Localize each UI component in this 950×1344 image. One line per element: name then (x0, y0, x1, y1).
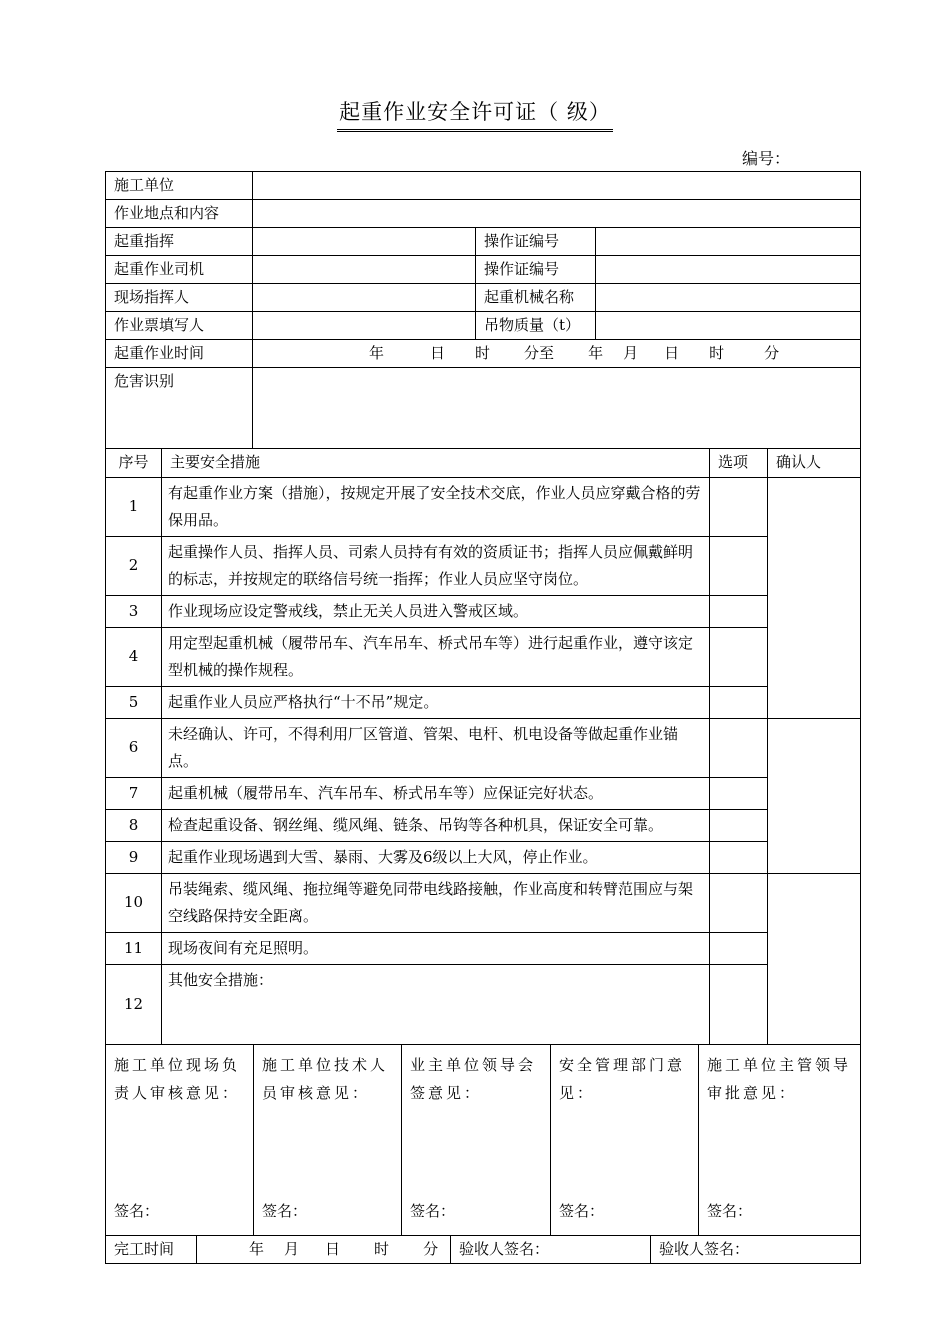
measure-text: 起重作业人员应严格执行“十不吊”规定。 (162, 686, 710, 718)
measure-option-cell[interactable] (710, 477, 768, 536)
measure-no: 6 (106, 718, 162, 777)
field-machine-name[interactable] (596, 284, 861, 312)
measure-option-cell[interactable] (710, 964, 768, 1044)
time-unit: 时 (709, 344, 725, 362)
measure-text: 起重作业现场遇到大雪、暴雨、大雾及6级以上大风，停止作业。 (162, 841, 710, 873)
field-cert-no-1[interactable] (596, 228, 861, 256)
field-load-mass[interactable] (596, 312, 861, 340)
label-cert-no-2: 操作证编号 (476, 256, 596, 284)
measure-option-cell[interactable] (710, 841, 768, 873)
time-unit: 年 (588, 344, 604, 362)
field-ticket-writer[interactable] (253, 312, 476, 340)
confirmer-cell-1[interactable] (768, 477, 861, 718)
label-location-content: 作业地点和内容 (106, 200, 253, 228)
measure-no: 11 (106, 932, 162, 964)
measure-no: 4 (106, 627, 162, 686)
measure-text: 有起重作业方案（措施），按规定开展了安全技术交底，作业人员应穿戴合格的劳保用品。 (162, 477, 710, 536)
measure-option-cell[interactable] (710, 809, 768, 841)
measure-no: 5 (106, 686, 162, 718)
completion-unit: 时 (374, 1239, 390, 1258)
header-option: 选项 (710, 449, 768, 477)
measure-text: 作业现场应设定警戒线，禁止无关人员进入警戒区域。 (162, 595, 710, 627)
approval-opinion: 业主单位领导会签意见： (410, 1055, 537, 1102)
label-machine-name: 起重机械名称 (476, 284, 596, 312)
measure-text: 其他安全措施： (162, 964, 710, 1044)
measure-no: 3 (106, 595, 162, 627)
label-ticket-writer: 作业票填写人 (106, 312, 253, 340)
document-title: 起重作业安全许可证（ 级） (337, 96, 613, 132)
time-unit: 月 (623, 344, 639, 362)
header-measure: 主要安全措施 (162, 449, 710, 477)
measure-no: 7 (106, 777, 162, 809)
label-work-time: 起重作业时间 (106, 340, 253, 368)
label-site-commander: 现场指挥人 (106, 284, 253, 312)
header-no: 序号 (106, 449, 162, 477)
field-cert-no-2[interactable] (596, 256, 861, 284)
completion-label: 完工时间 (106, 1236, 197, 1264)
acceptor-signature-1[interactable]: 验收人签名： (451, 1236, 651, 1264)
field-site-commander[interactable] (253, 284, 476, 312)
header-confirmer: 确认人 (768, 449, 861, 477)
completion-unit: 年 (249, 1239, 265, 1258)
label-commander: 起重指挥 (106, 228, 253, 256)
measure-no: 8 (106, 809, 162, 841)
measure-no: 1 (106, 477, 162, 536)
measure-option-cell[interactable] (710, 686, 768, 718)
approvals-table (105, 1045, 861, 1236)
completion-unit: 日 (325, 1239, 341, 1258)
measure-text: 检查起重设备、钢丝绳、缆风绳、链条、吊钩等各种机具，保证安全可靠。 (162, 809, 710, 841)
measure-option-cell[interactable] (710, 627, 768, 686)
approval-opinion: 施工单位主管领导审批意见： (707, 1055, 852, 1102)
completion-unit: 月 (284, 1239, 300, 1258)
measure-option-cell[interactable] (710, 595, 768, 627)
measures-table (105, 449, 861, 1045)
measure-text: 起重机械（履带吊车、汽车吊车、桥式吊车等）应保证完好状态。 (162, 777, 710, 809)
doc-number-label: 编号： (742, 149, 791, 168)
time-unit: 日 (430, 344, 446, 362)
measure-no: 10 (106, 873, 162, 932)
measure-option-cell[interactable] (710, 932, 768, 964)
measure-text: 起重操作人员、指挥人员、司索人员持有有效的资质证书；指挥人员应佩戴鲜明的标志，并按规定的联络信号统一指挥；作业人员应坚守岗位。 (162, 536, 710, 595)
completion-unit: 分 (423, 1239, 439, 1258)
acceptor-signature-2[interactable]: 验收人签名： (651, 1236, 861, 1264)
field-location-content[interactable] (253, 200, 861, 228)
document-title-wrap (0, 96, 950, 132)
measure-option-cell[interactable] (710, 536, 768, 595)
completion-table (105, 1236, 861, 1265)
approval-opinion: 施工单位技术人员审核意见： (262, 1055, 389, 1102)
approval-cell[interactable] (699, 1045, 861, 1236)
approval-sign: 签名： (114, 1201, 160, 1220)
approval-sign: 签名： (262, 1201, 308, 1220)
field-commander[interactable] (253, 228, 476, 256)
approval-cell[interactable] (402, 1045, 551, 1236)
measure-no: 12 (106, 964, 162, 1044)
approval-cell[interactable] (106, 1045, 254, 1236)
label-driver: 起重作业司机 (106, 256, 253, 284)
measure-option-cell[interactable] (710, 718, 768, 777)
approval-opinion: 施工单位现场负责人审核意见： (114, 1055, 241, 1102)
measure-no: 9 (106, 841, 162, 873)
permit-form (105, 171, 860, 1264)
completion-time-field[interactable] (197, 1236, 451, 1264)
time-unit: 时 (475, 344, 491, 362)
approval-cell[interactable] (254, 1045, 402, 1236)
label-cert-no-1: 操作证编号 (476, 228, 596, 256)
field-hazard-id[interactable] (253, 368, 861, 449)
confirmer-cell-2[interactable] (768, 718, 861, 873)
time-unit: 年 (369, 344, 385, 362)
field-driver[interactable] (253, 256, 476, 284)
time-unit: 分 (764, 344, 780, 362)
measure-option-cell[interactable] (710, 873, 768, 932)
label-construction-unit: 施工单位 (106, 172, 253, 200)
confirmer-cell-3[interactable] (768, 873, 861, 1044)
approval-opinion: 安全管理部门意见： (559, 1055, 686, 1102)
field-work-time[interactable] (253, 340, 861, 368)
info-table (105, 171, 861, 449)
label-hazard-id: 危害识别 (106, 368, 253, 449)
measure-option-cell[interactable] (710, 777, 768, 809)
field-construction-unit[interactable] (253, 172, 861, 200)
label-load-mass: 吊物质量（t） (476, 312, 596, 340)
measure-text: 吊装绳索、缆风绳、拖拉绳等避免同带电线路接触，作业高度和转臂范围应与架空线路保持安全距离。 (162, 873, 710, 932)
measure-text: 未经确认、许可，不得利用厂区管道、管架、电杆、机电设备等做起重作业锚点。 (162, 718, 710, 777)
measure-text: 用定型起重机械（履带吊车、汽车吊车、桥式吊车等）进行起重作业，遵守该定型机械的操作规程。 (162, 627, 710, 686)
time-unit: 日 (664, 344, 680, 362)
approval-sign: 签名： (410, 1201, 456, 1220)
approval-cell[interactable] (551, 1045, 699, 1236)
measure-text: 现场夜间有充足照明。 (162, 932, 710, 964)
approval-sign: 签名： (559, 1201, 605, 1220)
time-unit: 分至 (524, 344, 555, 362)
measure-no: 2 (106, 536, 162, 595)
approval-sign: 签名： (707, 1201, 753, 1220)
